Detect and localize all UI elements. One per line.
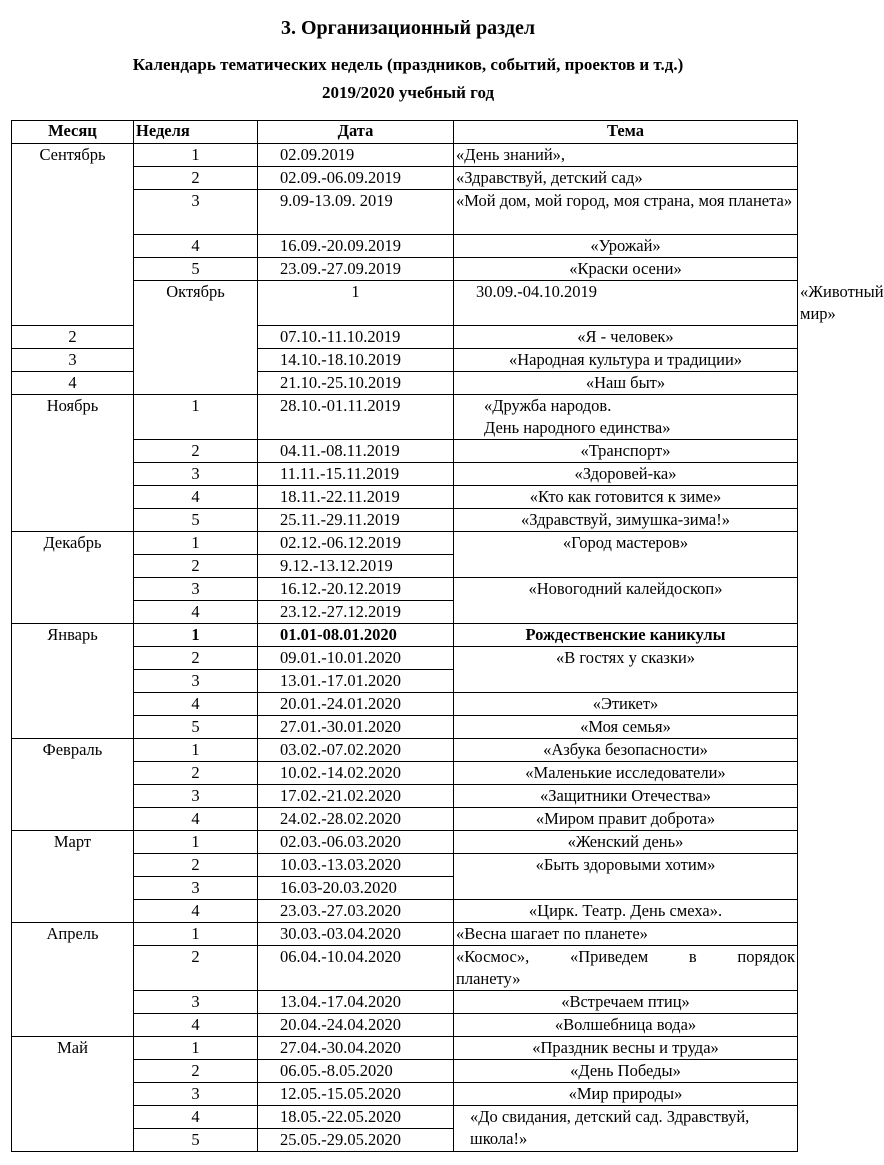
month-cell: Февраль bbox=[12, 739, 134, 831]
table-row bbox=[12, 395, 798, 440]
week-cell: 2 bbox=[134, 167, 258, 190]
week-cell: 4 bbox=[134, 1106, 258, 1129]
table-row bbox=[12, 372, 798, 395]
table-row bbox=[12, 1037, 798, 1060]
date-cell: 10.02.-14.02.2020 bbox=[258, 762, 454, 785]
theme-cell: «Здравствуй, зимушка-зима!» bbox=[454, 509, 798, 532]
date-cell: 02.12.-06.12.2019 bbox=[258, 532, 454, 555]
theme-cell: «Быть здоровыми хотим» bbox=[454, 854, 798, 900]
theme-cell: «Праздник весны и труда» bbox=[454, 1037, 798, 1060]
section-title: 3. Организационный раздел bbox=[280, 17, 536, 39]
date-cell: 10.03.-13.03.2020 bbox=[258, 854, 454, 877]
date-cell: 18.11.-22.11.2019 bbox=[258, 486, 454, 509]
month-cell: Декабрь bbox=[12, 532, 134, 624]
date-cell: 24.02.-28.02.2020 bbox=[258, 808, 454, 831]
date-cell: 20.01.-24.01.2020 bbox=[258, 693, 454, 716]
week-cell: 5 bbox=[134, 1129, 258, 1152]
theme-cell: «Весна шагает по планете» bbox=[454, 923, 798, 946]
theme-cell: «Моя семья» bbox=[454, 716, 798, 739]
date-cell: 30.09.-04.10.2019 bbox=[454, 281, 798, 326]
theme-cell: «Мой дом, мой город, моя страна, моя планета» bbox=[454, 190, 798, 235]
week-cell: 4 bbox=[134, 808, 258, 831]
theme-cell: «Миром правит доброта» bbox=[454, 808, 798, 831]
column-header-date: Дата bbox=[258, 121, 454, 144]
date-cell: 27.01.-30.01.2020 bbox=[258, 716, 454, 739]
theme-line: школа!» bbox=[470, 1129, 528, 1148]
week-cell: 5 bbox=[134, 509, 258, 532]
column-header-month: Месяц bbox=[12, 121, 134, 144]
table-row bbox=[12, 144, 798, 167]
table-row: Октябрь 1 30.09.-04.10.2019 «Животный мир» bbox=[12, 281, 798, 326]
theme-cell: «День знаний», bbox=[454, 144, 798, 167]
month-cell: Сентябрь bbox=[12, 144, 134, 326]
theme-line: «До свидания, детский сад. Здравствуй, bbox=[470, 1107, 750, 1126]
theme-cell: «Народная культура и традиции» bbox=[454, 349, 798, 372]
week-cell: 2 bbox=[134, 1060, 258, 1083]
date-cell: 02.03.-06.03.2020 bbox=[258, 831, 454, 854]
week-cell: 1 bbox=[134, 1037, 258, 1060]
week-cell: 2 bbox=[134, 647, 258, 670]
date-cell: 9.12.-13.12.2019 bbox=[258, 555, 454, 578]
date-cell: 27.04.-30.04.2020 bbox=[258, 1037, 454, 1060]
theme-cell: «Волшебница вода» bbox=[454, 1014, 798, 1037]
date-cell: 09.01.-10.01.2020 bbox=[258, 647, 454, 670]
week-cell: 2 bbox=[134, 946, 258, 991]
date-cell: 25.05.-29.05.2020 bbox=[258, 1129, 454, 1152]
school-year: 2019/2020 учебный год bbox=[321, 83, 495, 102]
week-cell: 3 bbox=[134, 785, 258, 808]
table-header-row bbox=[12, 121, 798, 144]
date-cell: 21.10.-25.10.2019 bbox=[258, 372, 454, 395]
week-cell: 4 bbox=[134, 235, 258, 258]
week-cell: 3 bbox=[12, 349, 134, 372]
date-cell: 13.04.-17.04.2020 bbox=[258, 991, 454, 1014]
week-cell: 3 bbox=[134, 991, 258, 1014]
week-cell: 1 bbox=[134, 532, 258, 555]
date-cell: 02.09.2019 bbox=[258, 144, 454, 167]
theme-cell: «Я - человек» bbox=[454, 326, 798, 349]
theme-cell: «Здоровей-ка» bbox=[454, 463, 798, 486]
theme-cell bbox=[454, 1106, 798, 1152]
date-cell: 25.11.-29.11.2019 bbox=[258, 509, 454, 532]
month-cell: Март bbox=[12, 831, 134, 923]
date-cell: 28.10.-01.11.2019 bbox=[258, 395, 454, 440]
theme-cell: «Кто как готовится к зиме» bbox=[454, 486, 798, 509]
theme-line: День народного единства» bbox=[484, 418, 671, 437]
theme-cell: «Этикет» bbox=[454, 693, 798, 716]
thematic-weeks-table bbox=[11, 120, 884, 1152]
week-cell: 3 bbox=[134, 1083, 258, 1106]
date-cell: 01.01-08.01.2020 bbox=[258, 624, 454, 647]
month-cell: Май bbox=[12, 1037, 134, 1152]
week-cell: 1 bbox=[134, 739, 258, 762]
date-cell: 14.10.-18.10.2019 bbox=[258, 349, 454, 372]
calendar-subtitle: Календарь тематических недель (праздников, событий, проектов и т.д.) bbox=[132, 55, 684, 74]
theme-cell: «Цирк. Театр. День смеха». bbox=[454, 900, 798, 923]
week-cell: 3 bbox=[134, 877, 258, 900]
week-cell: 2 bbox=[134, 854, 258, 877]
table-row bbox=[12, 624, 798, 647]
theme-cell: «День Победы» bbox=[454, 1060, 798, 1083]
date-cell: 16.12.-20.12.2019 bbox=[258, 578, 454, 601]
date-cell: 30.03.-03.04.2020 bbox=[258, 923, 454, 946]
date-cell: 04.11.-08.11.2019 bbox=[258, 440, 454, 463]
theme-cell bbox=[454, 395, 798, 440]
week-cell: 3 bbox=[134, 463, 258, 486]
theme-cell: «Новогодний калейдоскоп» bbox=[454, 578, 798, 624]
week-cell: 5 bbox=[134, 716, 258, 739]
column-header-week: Неделя bbox=[134, 121, 258, 144]
theme-cell: «Наш быт» bbox=[454, 372, 798, 395]
month-cell: Январь bbox=[12, 624, 134, 739]
date-cell: 18.05.-22.05.2020 bbox=[258, 1106, 454, 1129]
theme-cell: «Транспорт» bbox=[454, 440, 798, 463]
date-cell: 23.12.-27.12.2019 bbox=[258, 601, 454, 624]
theme-cell: «Урожай» bbox=[454, 235, 798, 258]
month-cell: Октябрь bbox=[134, 281, 258, 395]
table-row bbox=[12, 831, 798, 854]
month-cell: Апрель bbox=[12, 923, 134, 1037]
week-cell: 3 bbox=[134, 190, 258, 235]
theme-cell: «Город мастеров» bbox=[454, 532, 798, 578]
date-cell: 02.09.-06.09.2019 bbox=[258, 167, 454, 190]
week-cell: 3 bbox=[134, 578, 258, 601]
date-cell: 23.09.-27.09.2019 bbox=[258, 258, 454, 281]
week-cell: 1 bbox=[134, 624, 258, 647]
theme-cell: «Азбука безопасности» bbox=[454, 739, 798, 762]
theme-cell: Рождественские каникулы bbox=[454, 624, 798, 647]
column-header-theme: Тема bbox=[454, 121, 798, 144]
week-cell: 1 bbox=[258, 281, 454, 326]
theme-cell: «В гостях у сказки» bbox=[454, 647, 798, 693]
week-cell: 4 bbox=[134, 900, 258, 923]
week-cell: 3 bbox=[134, 670, 258, 693]
theme-cell: «Мир природы» bbox=[454, 1083, 798, 1106]
theme-line: «Космос», «Приведем в порядок bbox=[456, 947, 795, 966]
week-cell: 2 bbox=[12, 326, 134, 349]
date-cell: 16.03-20.03.2020 bbox=[258, 877, 454, 900]
week-cell: 1 bbox=[134, 395, 258, 440]
date-cell: 9.09-13.09. 2019 bbox=[258, 190, 454, 235]
week-cell: 1 bbox=[134, 144, 258, 167]
week-cell: 4 bbox=[134, 486, 258, 509]
theme-cell: «Здравствуй, детский сад» bbox=[454, 167, 798, 190]
theme-cell: «Маленькие исследователи» bbox=[454, 762, 798, 785]
date-cell: 23.03.-27.03.2020 bbox=[258, 900, 454, 923]
theme-cell: «Защитники Отечества» bbox=[454, 785, 798, 808]
week-cell: 2 bbox=[134, 440, 258, 463]
week-cell: 4 bbox=[134, 693, 258, 716]
table-row bbox=[12, 349, 798, 372]
theme-line: «Дружба народов. bbox=[484, 396, 612, 415]
table-row bbox=[12, 532, 798, 555]
week-cell: 1 bbox=[134, 923, 258, 946]
date-cell: 12.05.-15.05.2020 bbox=[258, 1083, 454, 1106]
week-cell: 4 bbox=[134, 1014, 258, 1037]
table-row bbox=[12, 326, 798, 349]
table-row bbox=[12, 739, 798, 762]
month-cell: Ноябрь bbox=[12, 395, 134, 532]
date-cell: 20.04.-24.04.2020 bbox=[258, 1014, 454, 1037]
date-cell: 16.09.-20.09.2019 bbox=[258, 235, 454, 258]
theme-line: планету» bbox=[456, 969, 521, 988]
date-cell: 11.11.-15.11.2019 bbox=[258, 463, 454, 486]
theme-cell: «Встречаем птиц» bbox=[454, 991, 798, 1014]
date-cell: 03.02.-07.02.2020 bbox=[258, 739, 454, 762]
table-row bbox=[12, 923, 798, 946]
week-cell: 1 bbox=[134, 831, 258, 854]
theme-cell: «Краски осени» bbox=[454, 258, 798, 281]
week-cell: 4 bbox=[134, 601, 258, 624]
date-cell: 06.04.-10.04.2020 bbox=[258, 946, 454, 991]
theme-cell: «Женский день» bbox=[454, 831, 798, 854]
theme-cell bbox=[454, 946, 798, 991]
week-cell: 4 bbox=[12, 372, 134, 395]
date-cell: 13.01.-17.01.2020 bbox=[258, 670, 454, 693]
week-cell: 2 bbox=[134, 762, 258, 785]
week-cell: 2 bbox=[134, 555, 258, 578]
date-cell: 17.02.-21.02.2020 bbox=[258, 785, 454, 808]
week-cell: 5 bbox=[134, 258, 258, 281]
date-cell: 06.05.-8.05.2020 bbox=[258, 1060, 454, 1083]
date-cell: 07.10.-11.10.2019 bbox=[258, 326, 454, 349]
